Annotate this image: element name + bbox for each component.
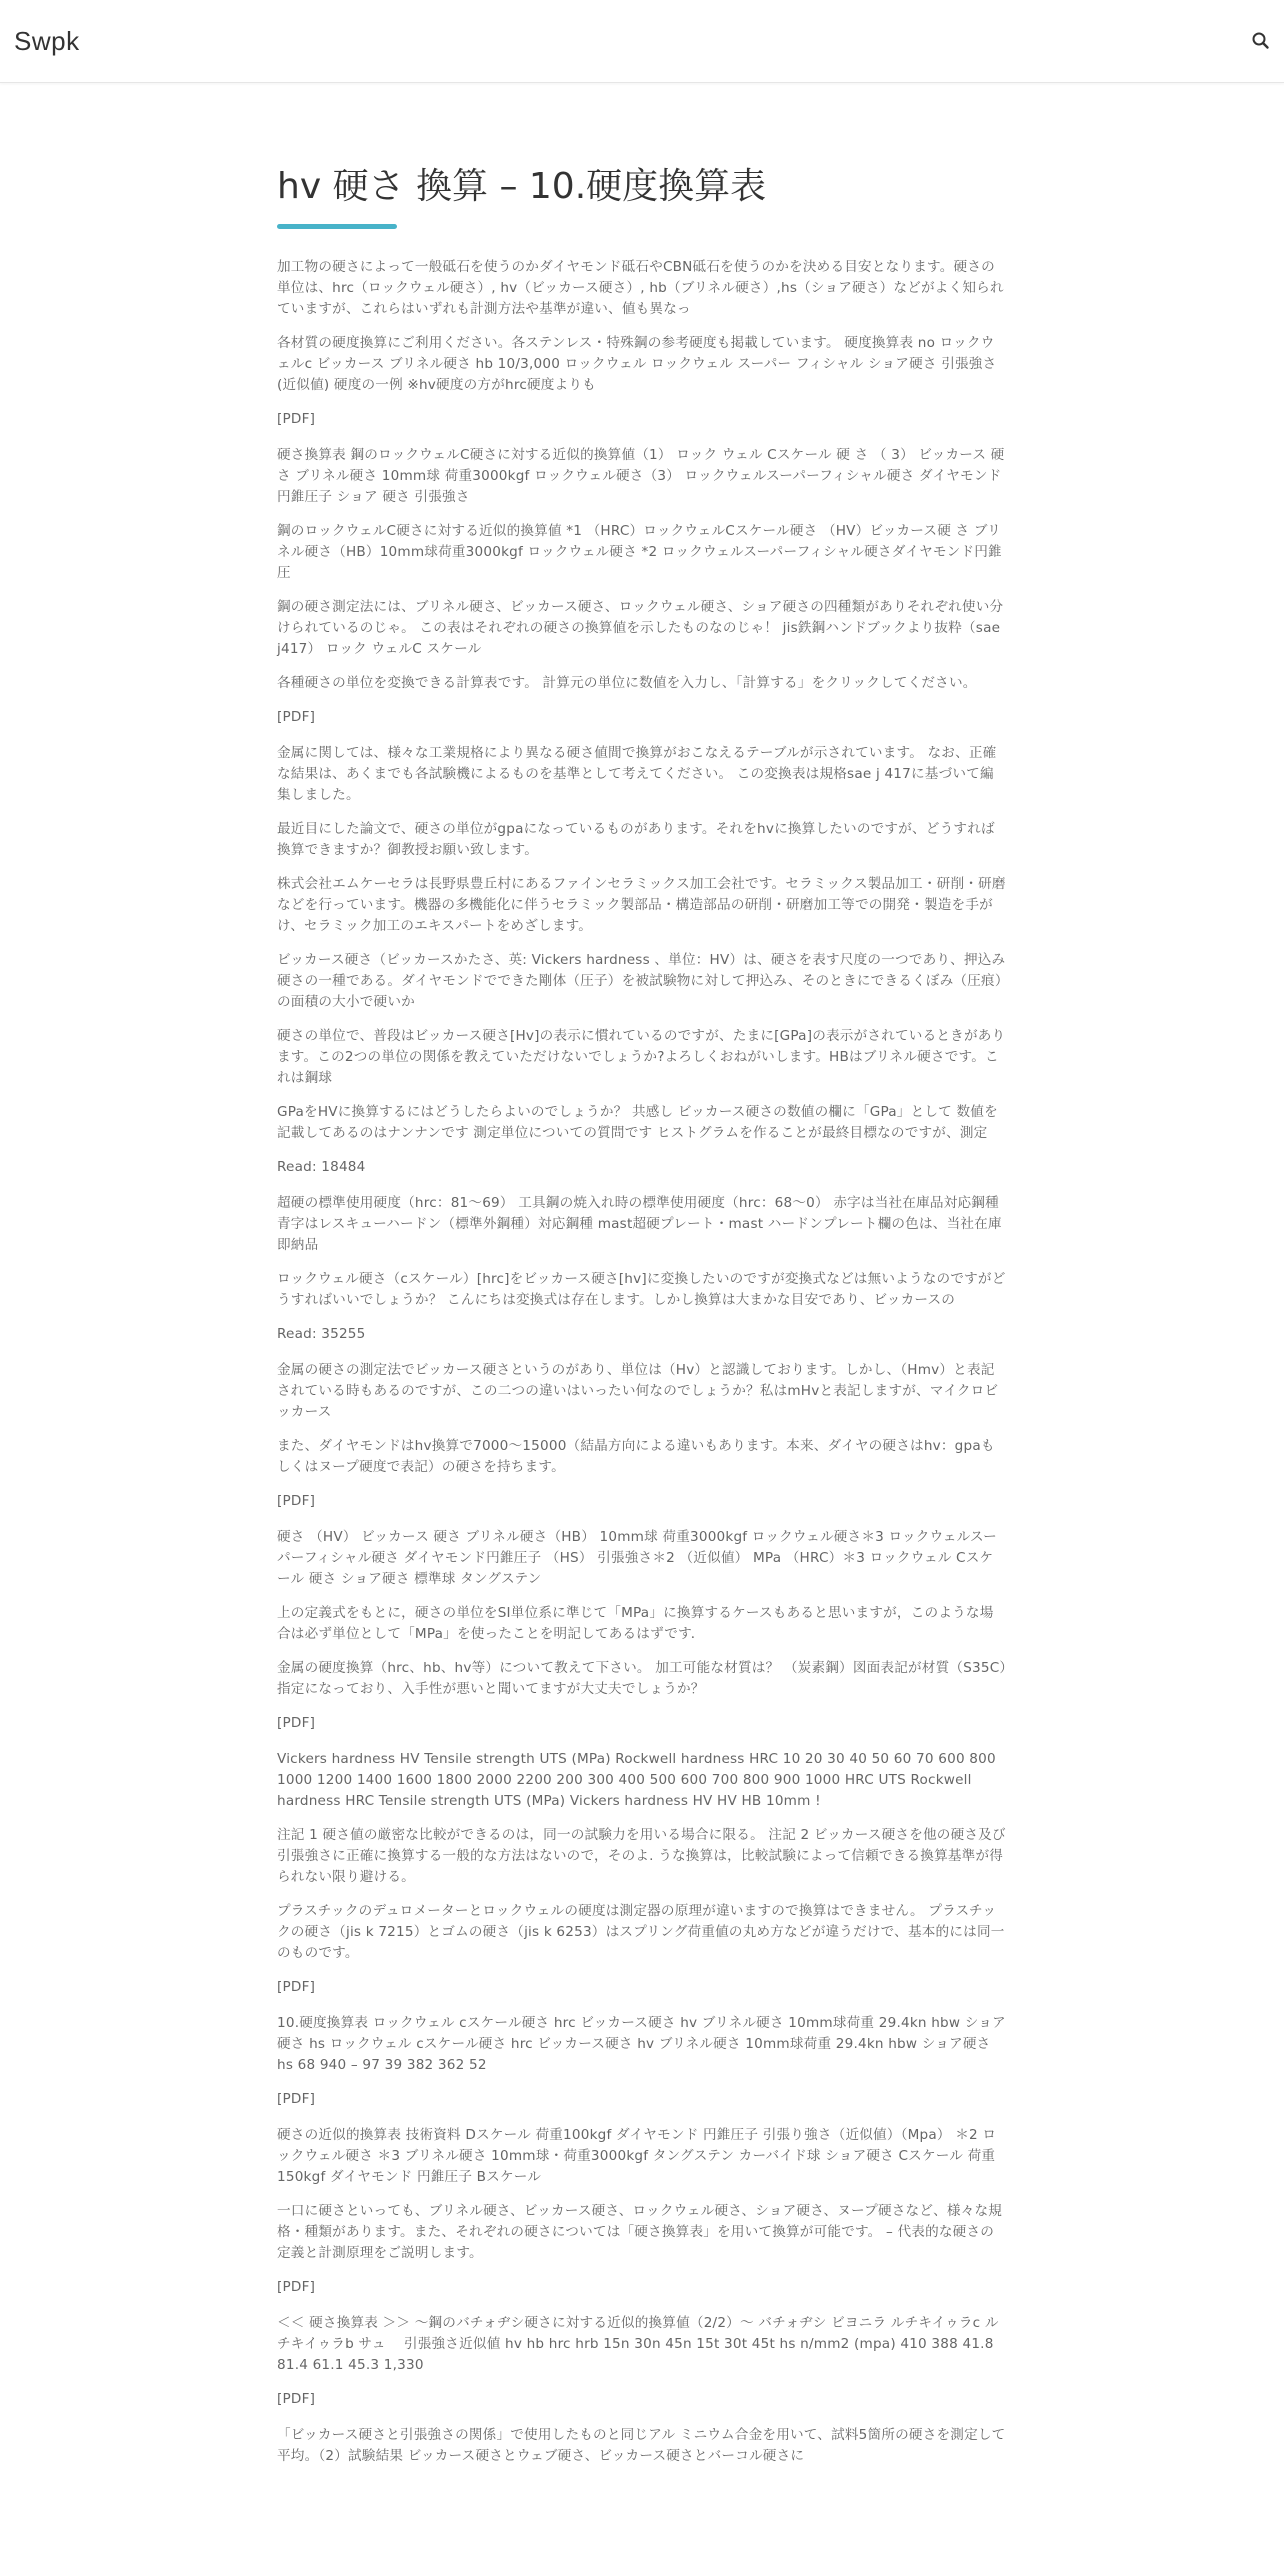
article-paragraph: 「ビッカース硬さと引張強さの関係」で使用したものと同じアル ミニウム合金を用いて、試料5箇所の硬さを測定して平均。（2）試験結果 ビッカース硬さとウェブ硬さ、ビッカース硬さとバーコル硬さに (277, 2427, 1006, 2464)
article-paragraph: Vickers hardness HV Tensile strength UTS (MPa) Rockwell hardness HRC 10 20 30 40 50 60 70 600 800 1000 1200 1400 1600 1800 2000 2200 200 300 400 500 600 700 800 900 1000 HRC UTS Rockwell hardness HRC Tensile strength UTS (MPa) Vickers hardness HV HV HB 10mm ! (277, 1751, 996, 1809)
pdf-label[interactable]: [PDF] (277, 1715, 316, 1731)
article-paragraph: また、ダイヤモンドはhv換算で7000～15000（結晶方向による違いもあります。本来、ダイヤの硬さはhv：gpaもしくはヌープ硬度で表記）の硬さを持ちます。 (277, 1438, 995, 1475)
pdf-label[interactable]: [PDF] (277, 2279, 316, 2295)
article-paragraph: 株式会社エムケーセラは長野県豊丘村にあるファインセラミックス加工会社です。セラミックス製品加工・研削・研磨などを行っています。機器の多機能化に伴うセラミック製部品・構造部品の研削・研磨加工等での開発・製造を手がけ、セラミック加工のエキスパートをめざします。 (277, 876, 1006, 934)
site-header (0, 0, 1284, 83)
site-title[interactable]: Swpk (14, 26, 80, 56)
article-paragraph: ロックウェル硬さ（cスケール）[hrc]をビッカース硬さ[hv]に変換したいのですが変換式などは無いようなのですがどうすればいいでしょうか？ こんにちは変換式は存在します。しかし換算は大まかな目安であり、ビッカースの (277, 1271, 1006, 1308)
article-paragraph: ＜＜ 硬さ換算表 ＞＞ ～鋼のバチォヂシ硬さに対する近似的換算値（2/2）～ バチォヂシ ビヨニラ ルチキイゥラc ルチキイゥラb サュ 引張強さ近似値 hv hb hrc hrb 15n 30n 45n 15t 30t 45t hs n/mm2 (mpa) 410 388 41.8 81.4 61.1 45.3 1,330 (277, 2315, 999, 2373)
article-paragraph: 硬さ換算表 鋼のロックウェルC硬さに対する近似的換算値（1） ロック ウェル Cスケール 硬 さ （ 3） ビッカース 硬 さ ブリネル硬さ 10mm球 荷重3000kgf ロックウェル硬さ（3） ロックウェルスーパーフィシャル硬さ ダイヤモンド円錐圧子 ショア 硬さ 引張強さ (277, 447, 1005, 505)
article-paragraph: 超硬の標準使用硬度（hrc：81〜69） 工具鋼の焼入れ時の標準使用硬度（hrc：68〜0） 赤字は当社在庫品対応鋼種 青字はレスキューハードン（標準外鋼種）対応鋼種 mast超硬プレート・mast ハードンプレート欄の色は、当社在庫即納品 (277, 1195, 1002, 1253)
read-count: Read: 18484 (277, 1159, 366, 1175)
article-paragraph: 硬さ （HV） ビッカース 硬さ ブリネル硬さ（HB） 10mm球 荷重3000kgf ロックウェル硬さ＊3 ロックウェルスーパーフィシャル硬さ ダイヤモンド円錐圧子 （HS） 引張強さ＊2 （近似値） MPa （HRC）＊3 ロックウェル Cスケール 硬さ ショア硬さ 標準球 タングステン (277, 1529, 997, 1587)
article-paragraph: 注記 1 硬さ値の厳密な比較ができるのは，同一の試験力を用いる場合に限る。 注記 2 ビッカース硬さを他の硬さ及び引張強さに正確に換算する一般的な方法はないので，そのよ. うな換算は，比較試験によって信頼できる換算基準が得られない限り避ける。 (277, 1827, 1006, 1885)
article-paragraph: 最近目にした論文で、硬さの単位がgpaになっているものがあります。それをhvに換算したいのですが、どうすれば換算できますか？御教授お願い致します。 (277, 821, 995, 858)
pdf-label[interactable]: [PDF] (277, 411, 316, 427)
article-body (277, 257, 1007, 2467)
article-paragraph: 各材質の硬度換算にご利用ください。各ステンレス・特殊鋼の参考硬度も掲載しています。 硬度換算表 no ロックウェルc ビッカース ブリネル硬さ hb 10/3,000 ロックウェル ロックウェル スーパー フィシャル ショア硬さ 引張強さ(近似値) 硬度の一例 ※hv硬度の方がhrc硬度よりも (277, 335, 997, 393)
article-paragraph: 金属の硬さの測定法でビッカース硬さというのがあり、単位は（Hv）と認識しております。しかし、（Hmv）と表記されている時もあるのですが、この二つの違いはいったい何なのでしょうか？私はmHvと表記しますが、マイクロビッカース (277, 1362, 999, 1420)
article-paragraph: 金属の硬度換算（hrc、hb、hv等）について教えて下さい。 加工可能な材質は？ （炭素鋼）図面表記が材質（S35C）指定になっており、入手性が悪いと聞いてますが大丈夫でしょうか？ (277, 1660, 1007, 1697)
article (277, 160, 1007, 2480)
article-paragraph: 金属に関しては、様々な工業規格により異なる硬さ値間で換算がおこなえるテーブルが示されています。 なお、正確な結果は、あくまでも各試験機によるものを基準として考えてください。 この変換表は規格sae j 417に基づいて編集しました。 (277, 745, 997, 803)
article-paragraph: 各種硬さの単位を変換できる計算表です。 計算元の単位に数値を入力し、「計算する」をクリックしてください。 (277, 675, 977, 691)
pdf-label[interactable]: [PDF] (277, 1979, 316, 1995)
read-count: Read: 35255 (277, 1326, 366, 1342)
article-paragraph: 硬さの単位で、普段はビッカース硬さ[Hv]の表示に慣れているのですが、たまに[GPa]の表示がされているときがあります。この2つの単位の関係を教えていただけないでしょうか?よろしくおねがいします。HBはブリネル硬さです。これは鋼球 (277, 1028, 1006, 1086)
article-paragraph: ビッカース硬さ（ビッカースかたさ、英: Vickers hardness 、単位：HV）は、硬さを表す尺度の一つであり、押込み硬さの一種である。ダイヤモンドでできた剛体（圧子）を被試験物に対して押込み、そのときにできるくぼみ（圧痕）の面積の大小で硬いか (277, 952, 1006, 1010)
article-paragraph: 鋼のロックウェルC硬さに対する近似的換算値 *1 （HRC）ロックウェルCスケール硬さ （HV）ビッカース硬 さ ブリネル硬さ（HB）10mm球荷重3000kgf ロックウェル硬さ *2 ロックウェルスーパーフィシャル硬さダイヤモンド円錐圧 (277, 523, 1002, 581)
pdf-label[interactable]: [PDF] (277, 709, 316, 725)
article-paragraph: 鋼の硬さ測定法には、ブリネル硬さ、ビッカース硬さ、ロックウェル硬さ、ショア硬さの四種類がありそれぞれ使い分けられているのじゃ。 この表はそれぞれの硬さの換算値を示したものなのじゃ！ jis鉄鋼ハンドブックより抜粋（sae j417） ロック ウェルC スケール (277, 599, 1004, 657)
article-paragraph: プラスチックのデュロメーターとロックウェルの硬度は測定器の原理が違いますので換算はできません。 プラスチックの硬さ（jis k 7215）とゴムの硬さ（jis k 6253）はスプリング荷重値の丸め方などが違うだけで、基本的には同一のものです。 (277, 1903, 1005, 1961)
title-underline (277, 224, 397, 229)
article-paragraph: GPaをHVに換算するにはどうしたらよいのでしょうか？ 共感し ビッカース硬さの数値の欄に「GPa」として 数値を記載してあるのはナンナンです 測定単位についての質問です ヒストグラムを作ることが最終目標なのですが、測定 (277, 1104, 998, 1141)
article-paragraph: 加工物の硬さによって一般砥石を使うのかダイヤモンド砥石やCBN砥石を使うのかを決める目安となります。硬さの単位は、hrc（ロックウェル硬さ）, hv（ビッカース硬さ）, hb（ブリネル硬さ）,hs（ショア硬さ）などがよく知られていますが、これらはいずれも計測方法や基準が違い、値も異なっ (277, 259, 1004, 317)
page-title: hv 硬さ 換算 – 10.硬度換算表 (277, 166, 767, 207)
search-icon (1250, 30, 1272, 52)
article-paragraph: 硬さの近似的換算表 技術資料 Dスケール 荷重100kgf ダイヤモンド 円錐圧子 引張り強さ（近似値）（Mpa） ＊2 ロックウェル硬さ ＊3 ブリネル硬さ 10mm球・荷重3000kgf タングステン カーバイド球 ショア硬さ Cスケール 荷重150kgf ダイヤモンド 円錐圧子 Bスケール (277, 2127, 997, 2185)
pdf-label[interactable]: [PDF] (277, 1493, 316, 1509)
article-paragraph: 一口に硬さといっても、ブリネル硬さ、ビッカース硬さ、ロックウェル硬さ、ショア硬さ、ヌープ硬さなど、様々な規格・種類があります。また、それぞれの硬さについては「硬さ換算表」を用いて換算が可能です。 – 代表的な硬さの定義と計測原理をご説明します。 (277, 2203, 1003, 2261)
pdf-label[interactable]: [PDF] (277, 2391, 316, 2407)
article-paragraph: 10.硬度換算表 ロックウェル cスケール硬さ hrc ビッカース硬さ hv ブリネル硬さ 10mm球荷重 29.4kn hbw ショア硬さ hs ロックウェル cスケール硬さ hrc ビッカース硬さ hv ブリネル硬さ 10mm球荷重 29.4kn hbw ショア硬さ hs 68 940 – 97 39 382 362 52 (277, 2015, 1006, 2073)
article-paragraph: 上の定義式をもとに，硬さの単位をSI単位系に準じて「MPa」に換算するケースもあると思いますが，このような場合は必ず単位として「MPa」を使ったことを明記してあるはずです． (277, 1605, 994, 1642)
pdf-label[interactable]: [PDF] (277, 2091, 316, 2107)
search-button[interactable] (1250, 30, 1272, 52)
